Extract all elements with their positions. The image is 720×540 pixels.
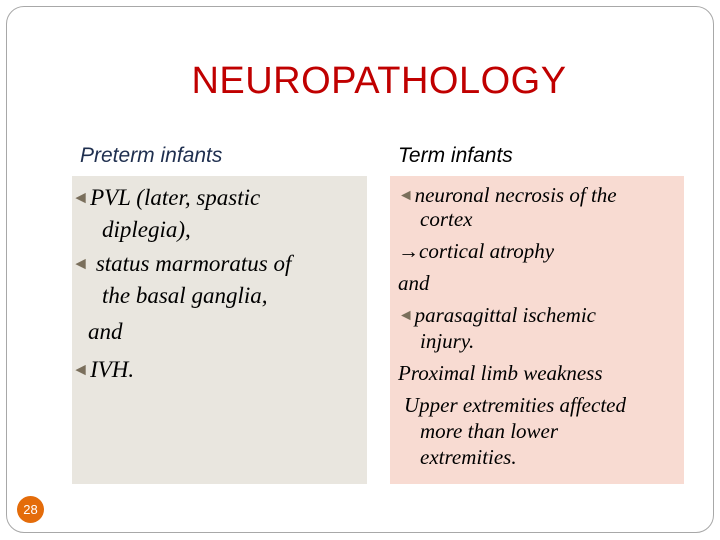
list-item-continuation: Proximal limb weakness (398, 361, 603, 385)
list-item-text: IVH. (90, 357, 135, 382)
list-item-text: neuronal necrosis of the (414, 183, 617, 207)
preterm-panel (72, 176, 367, 484)
bullet-icon: ◄ (398, 307, 414, 324)
list-item-continuation: extremities. (420, 445, 517, 469)
list-item-continuation: Upper extremities affected (404, 393, 626, 417)
bullet-icon: ◄ (72, 254, 90, 273)
list-item (72, 354, 134, 386)
list-item (72, 248, 291, 280)
list-item-continuation: diplegia), (102, 217, 191, 242)
preterm-heading: Preterm infants (80, 144, 223, 167)
list-item-continuation: the basal ganglia, (102, 283, 268, 308)
term-panel (390, 176, 684, 484)
list-item (72, 182, 260, 214)
list-item-continuation: more than lower (420, 419, 559, 443)
slide-title: NEUROPATHOLOGY (191, 60, 567, 102)
list-item-continuation: and (88, 319, 123, 344)
list-item-continuation: and (398, 271, 430, 295)
list-item-continuation: injury. (420, 329, 475, 353)
list-item-continuation: →cortical atrophy (398, 239, 555, 263)
list-item-text: PVL (later, spastic (90, 185, 261, 210)
term-heading: Term infants (398, 144, 513, 167)
list-item-text: parasagittal ischemic (414, 303, 596, 327)
list-item-text: status marmoratus of (90, 251, 292, 276)
slide-number-badge: 28 (17, 496, 44, 523)
bullet-icon: ◄ (398, 187, 414, 204)
bullet-icon: ◄ (72, 188, 90, 207)
list-item-continuation: cortex (420, 207, 473, 231)
bullet-icon: ◄ (72, 360, 90, 379)
